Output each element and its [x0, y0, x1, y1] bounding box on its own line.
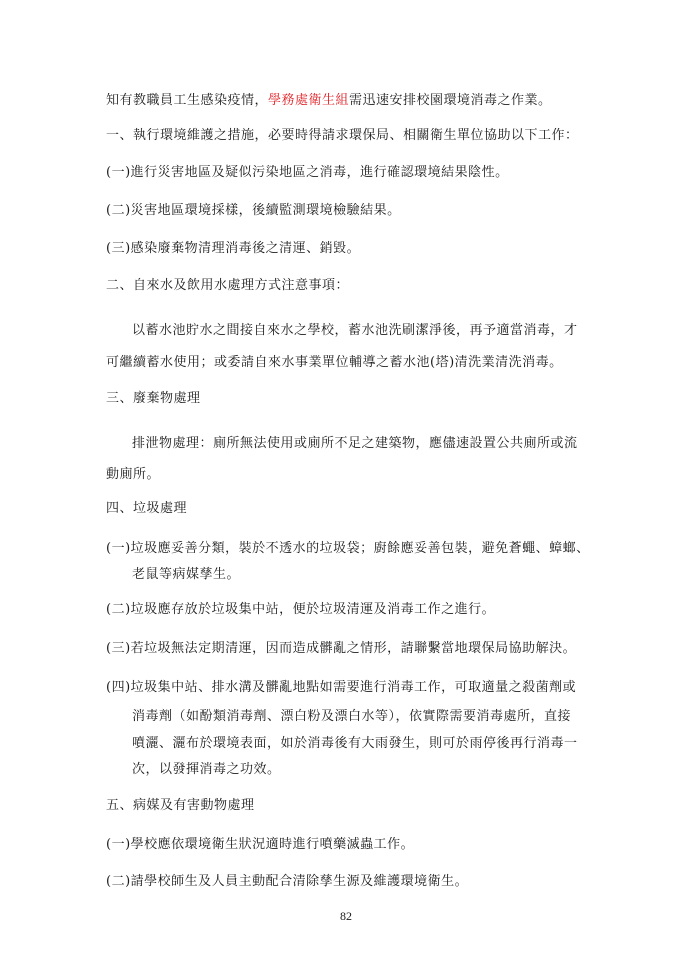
page-number: 82 — [340, 909, 352, 923]
section-4-item-2: (二)垃圾應存放於垃圾集中站，便於垃圾清運及消毒工作之進行。 — [106, 602, 496, 617]
section-5-item-1: (一)學校應依環境衛生狀況適時進行噴藥滅蟲工作。 — [106, 837, 415, 852]
section-1-heading: 一、執行環境維護之措施，必要時得請求環保局、相關衛生單位協助以下工作： — [106, 128, 579, 143]
section-3-heading: 三、廢棄物處理 — [106, 391, 201, 406]
section-2-paragraph-line-1: 以蓄水池貯水之間接自來水之學校，蓄水池洗刷潔淨後，再予適當消毒，才 — [132, 323, 578, 338]
section-5-item-2: (二)請學校師生及人員主動配合清除孳生源及維護環境衛生。 — [106, 874, 469, 889]
section-1-item-1: (一)進行災害地區及疑似污染地區之消毒，進行確認環境結果陰性。 — [106, 165, 509, 180]
section-4-item-4-line-2: 消毒劑（如酚類消毒劑、漂白粉及漂白水等），依實際需要消毒處所，直接 — [132, 709, 572, 724]
section-1-item-2: (二)災害地區環境採樣，後續監測環境檢驗結果。 — [106, 203, 401, 218]
section-2-heading: 二、自來水及飲用水處理方式注意事項： — [106, 278, 350, 293]
section-4-item-1-line-2: 老鼠等病媒孳生。 — [132, 567, 241, 582]
intro-paragraph — [106, 92, 552, 110]
section-2-paragraph-line-2: 可繼續蓄水使用；或委請自來水事業單位輔導之蓄水池(塔)清洗業清洗消毒。 — [106, 355, 563, 370]
section-4-item-3: (三)若垃圾無法定期清運，因而造成髒亂之情形，請聯繫當地環保局協助解決。 — [106, 641, 577, 656]
section-1-item-3: (三)感染廢棄物清理消毒後之清運、銷毀。 — [106, 241, 361, 256]
section-4-item-1-line-1: (一)垃圾應妥善分類，裝於不透水的垃圾袋；廚餘應妥善包裝，避免蒼蠅、蟑螂、 — [106, 541, 590, 556]
section-5-heading: 五、病媒及有害動物處理 — [106, 798, 255, 813]
intro-text: 知有教職員工生感染疫情， — [106, 93, 269, 108]
section-4-item-4-line-4: 次，以發揮消毒之功效。 — [132, 762, 281, 777]
intro-text-end: 需迅速安排校園環境消毒之作業。 — [349, 93, 552, 108]
section-3-paragraph-line-2: 動廁所。 — [106, 467, 161, 482]
section-4-item-4-line-1: (四)垃圾集中站、排水溝及髒亂地點如需要進行消毒工作，可取適量之殺菌劑或 — [106, 680, 577, 695]
section-3-paragraph-line-1: 排泄物處理：廁所無法使用或廁所不足之建築物，應儘速設置公共廁所或流 — [132, 436, 578, 451]
section-4-item-4-line-3: 噴灑、灑布於環境表面，如於消毒後有大雨發生，則可於雨停後再行消毒一 — [132, 736, 578, 751]
section-4-heading: 四、垃圾處理 — [106, 501, 188, 516]
intro-highlight: 學務處衛生組 — [268, 93, 350, 108]
